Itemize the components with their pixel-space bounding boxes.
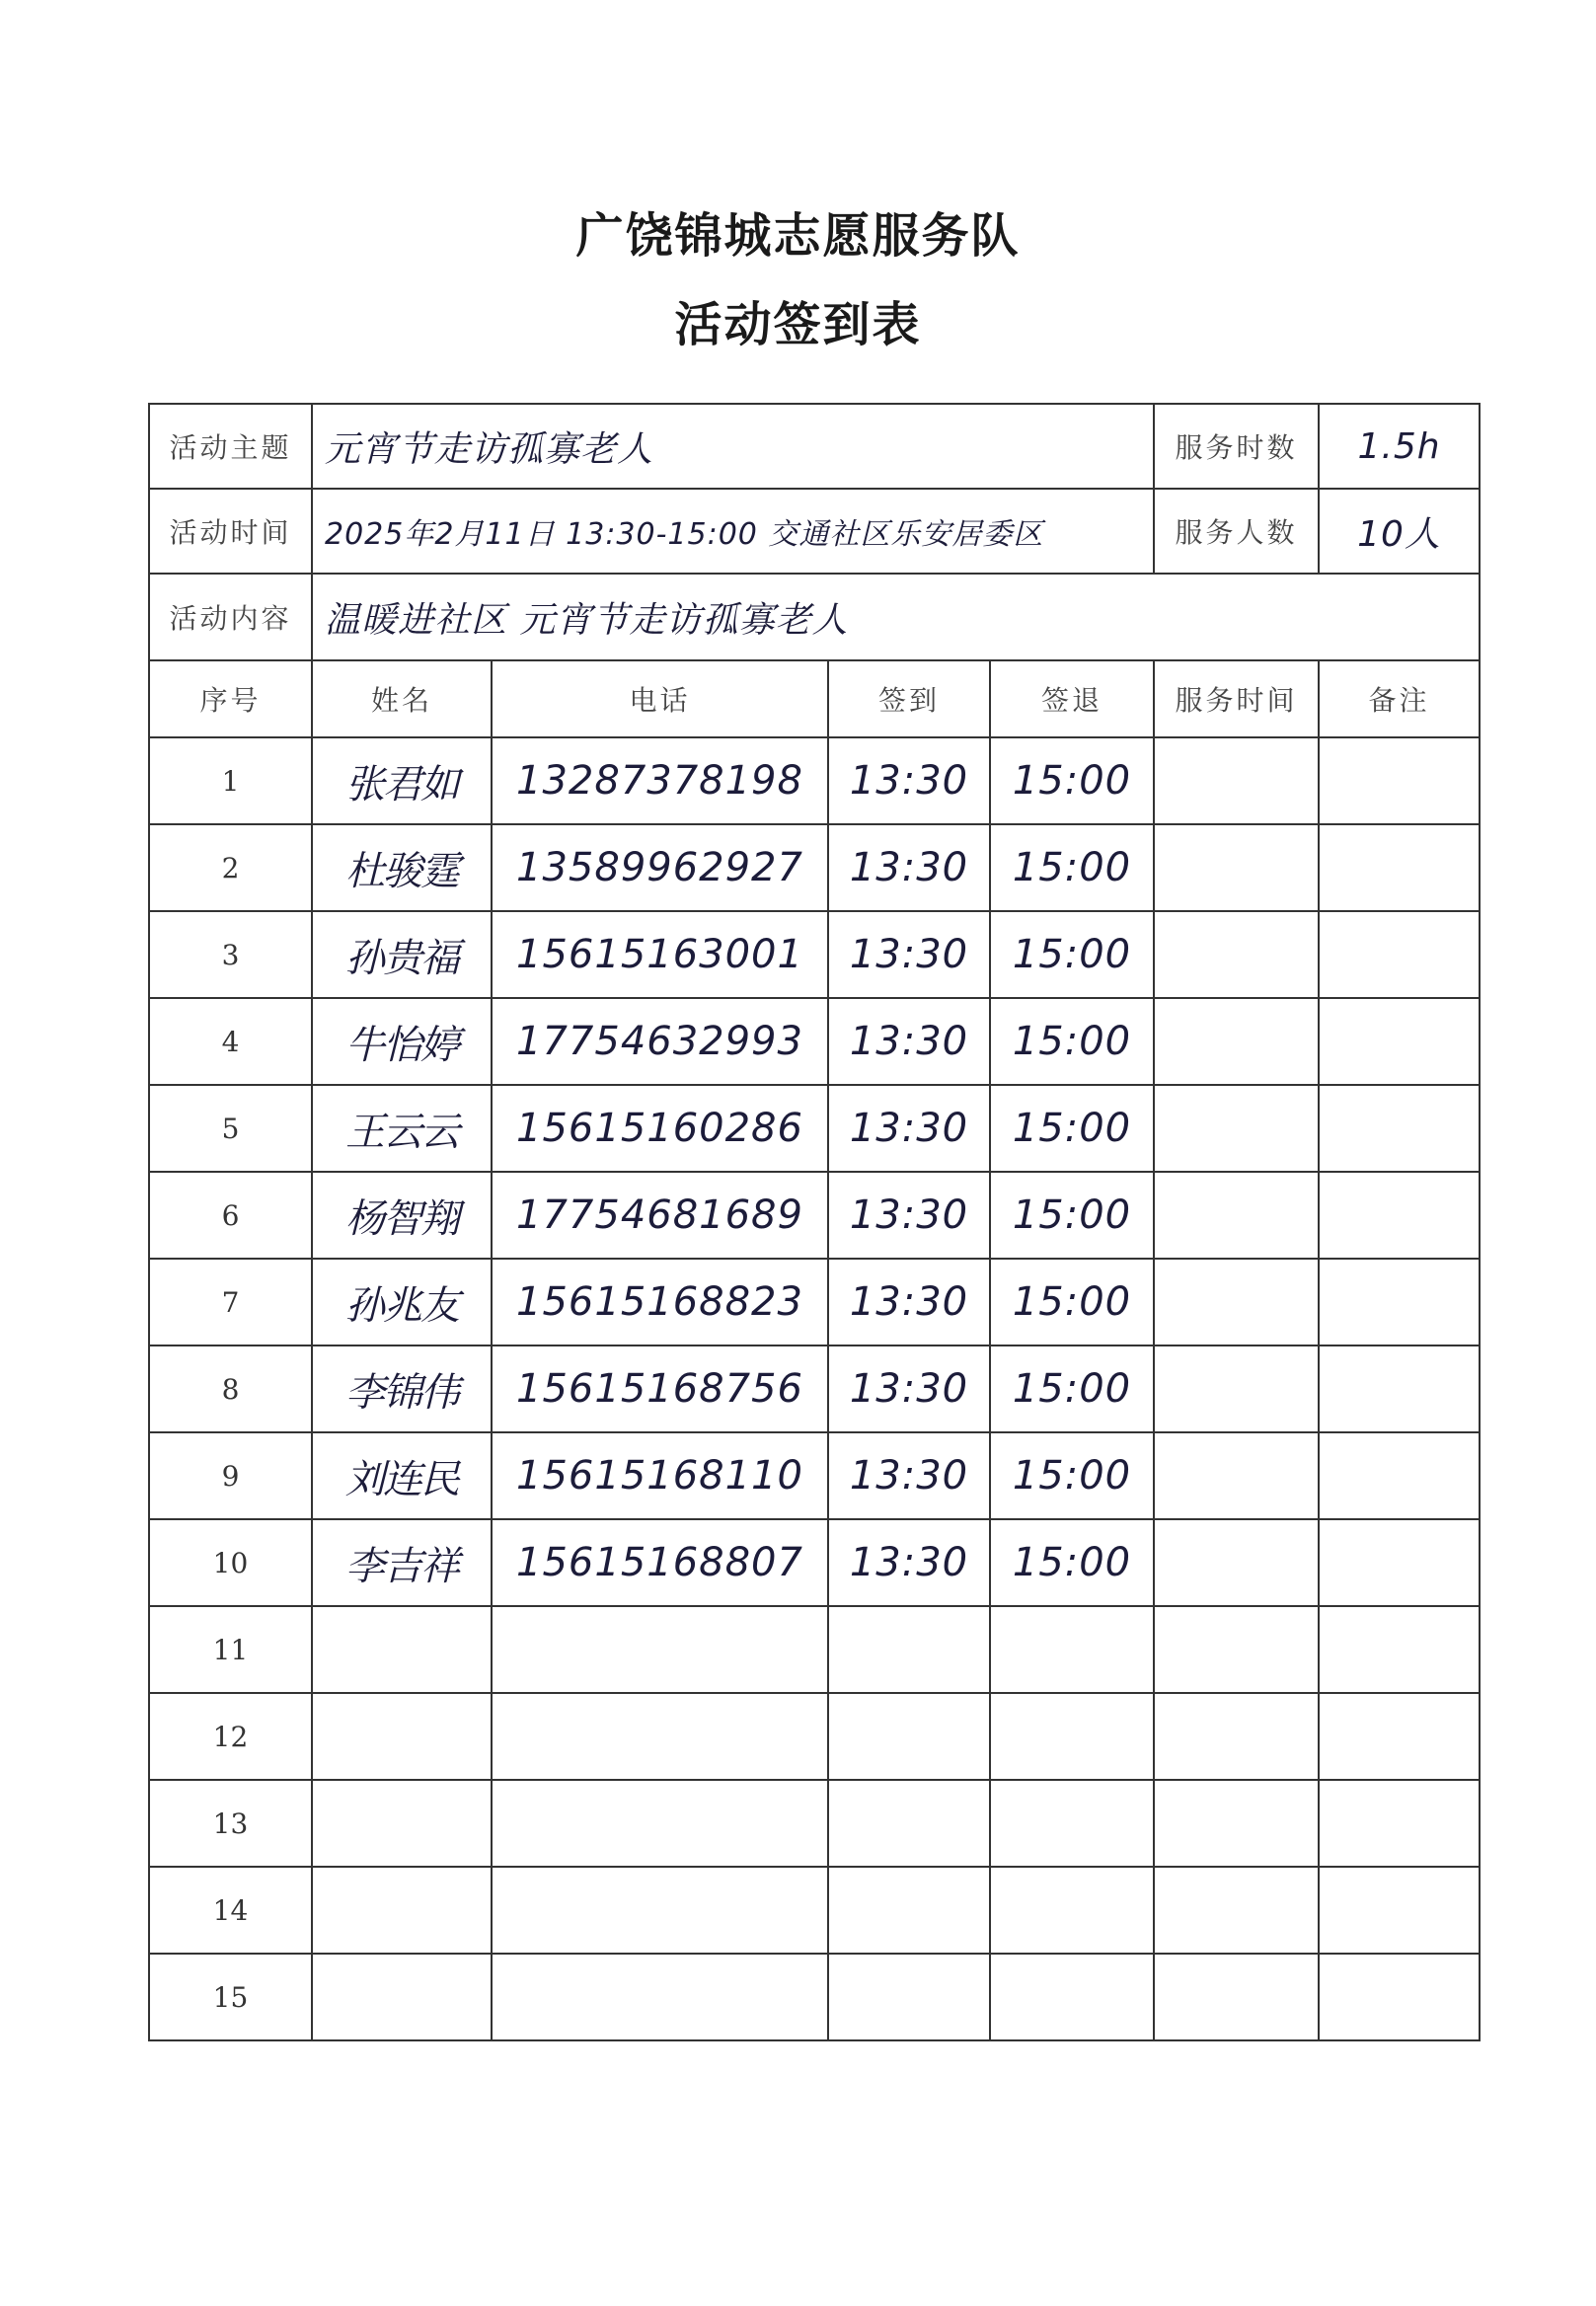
- row-number: 2: [149, 824, 312, 911]
- row-service-time: [1154, 1519, 1319, 1606]
- table-row: [149, 1345, 1480, 1432]
- table-row: [149, 1085, 1480, 1172]
- row-service-time: [1154, 1867, 1319, 1954]
- row-number: 1: [149, 737, 312, 824]
- row-number: 14: [149, 1867, 312, 1954]
- row-number: 5: [149, 1085, 312, 1172]
- col-header-sign-out: 签退: [990, 660, 1154, 737]
- table-row: [149, 1867, 1480, 1954]
- row-sign-in: 13:30: [828, 911, 990, 998]
- col-header-note: 备注: [1319, 660, 1480, 737]
- row-service-time: [1154, 737, 1319, 824]
- row-sign-out: [990, 1693, 1154, 1780]
- time-value: 2025年2月11日 13:30-15:00 交通社区乐安居委区: [312, 489, 1154, 574]
- row-number: 3: [149, 911, 312, 998]
- row-sign-out: [990, 1867, 1154, 1954]
- row-service-time: [1154, 1259, 1319, 1345]
- row-sign-out: 15:00: [990, 1259, 1154, 1345]
- row-note: [1319, 1345, 1480, 1432]
- row-phone: [492, 1954, 828, 2040]
- hours-label: 服务时数: [1154, 404, 1319, 489]
- row-sign-in: [828, 1780, 990, 1867]
- row-note: [1319, 1172, 1480, 1259]
- table-row: [149, 1954, 1480, 2040]
- row-sign-out: 15:00: [990, 1432, 1154, 1519]
- topic-label: 活动主题: [149, 404, 312, 489]
- row-note: [1319, 1606, 1480, 1693]
- col-header-phone: 电话: [492, 660, 828, 737]
- row-name: [312, 1867, 492, 1954]
- row-note: [1319, 1693, 1480, 1780]
- row-note: [1319, 998, 1480, 1085]
- row-phone: 15615163001: [492, 911, 828, 998]
- time-label: 活动时间: [149, 489, 312, 574]
- content-row: [149, 574, 1480, 660]
- row-name: [312, 1606, 492, 1693]
- row-sign-in: [828, 1954, 990, 2040]
- row-name: 杨智翔: [312, 1172, 492, 1259]
- row-phone: [492, 1867, 828, 1954]
- row-phone: 13589962927: [492, 824, 828, 911]
- row-name: 牛怡婷: [312, 998, 492, 1085]
- table-row: [149, 1519, 1480, 1606]
- row-sign-out: 15:00: [990, 824, 1154, 911]
- row-sign-in: 13:30: [828, 1432, 990, 1519]
- table-row: [149, 1693, 1480, 1780]
- row-note: [1319, 911, 1480, 998]
- col-header-no: 序号: [149, 660, 312, 737]
- row-phone: 15615160286: [492, 1085, 828, 1172]
- table-row: [149, 1172, 1480, 1259]
- content-label: 活动内容: [149, 574, 312, 660]
- row-number: 13: [149, 1780, 312, 1867]
- row-service-time: [1154, 1693, 1319, 1780]
- table-row: [149, 1606, 1480, 1693]
- row-name: 王云云: [312, 1085, 492, 1172]
- row-number: 6: [149, 1172, 312, 1259]
- sheet-title: 广饶锦城志愿服务队: [575, 208, 1021, 264]
- topic-row: [149, 404, 1480, 489]
- row-note: [1319, 1954, 1480, 2040]
- row-phone: [492, 1780, 828, 1867]
- row-name: [312, 1693, 492, 1780]
- row-phone: 15615168823: [492, 1259, 828, 1345]
- row-sign-in: [828, 1693, 990, 1780]
- row-number: 7: [149, 1259, 312, 1345]
- row-number: 12: [149, 1693, 312, 1780]
- col-header-service-time: 服务时间: [1154, 660, 1319, 737]
- table-row: [149, 911, 1480, 998]
- row-service-time: [1154, 911, 1319, 998]
- row-phone: 17754632993: [492, 998, 828, 1085]
- row-number: 10: [149, 1519, 312, 1606]
- table-row: [149, 737, 1480, 824]
- row-sign-in: 13:30: [828, 824, 990, 911]
- row-note: [1319, 824, 1480, 911]
- row-note: [1319, 1867, 1480, 1954]
- row-phone: 13287378198: [492, 737, 828, 824]
- row-sign-out: 15:00: [990, 1085, 1154, 1172]
- row-service-time: [1154, 1345, 1319, 1432]
- table-row: [149, 824, 1480, 911]
- row-note: [1319, 737, 1480, 824]
- column-header-row: [149, 660, 1480, 737]
- row-number: 9: [149, 1432, 312, 1519]
- row-service-time: [1154, 1954, 1319, 2040]
- row-service-time: [1154, 1085, 1319, 1172]
- people-value: 10人: [1319, 489, 1480, 574]
- row-sign-in: [828, 1867, 990, 1954]
- row-sign-in: 13:30: [828, 1519, 990, 1606]
- row-phone: [492, 1606, 828, 1693]
- row-number: 11: [149, 1606, 312, 1693]
- row-sign-out: 15:00: [990, 737, 1154, 824]
- row-note: [1319, 1259, 1480, 1345]
- row-phone: 15615168756: [492, 1345, 828, 1432]
- row-sign-in: 13:30: [828, 1172, 990, 1259]
- row-service-time: [1154, 1780, 1319, 1867]
- table-row: [149, 1780, 1480, 1867]
- row-name: 孙贵福: [312, 911, 492, 998]
- row-note: [1319, 1432, 1480, 1519]
- row-service-time: [1154, 1172, 1319, 1259]
- row-name: 刘连民: [312, 1432, 492, 1519]
- row-name: [312, 1780, 492, 1867]
- row-phone: 17754681689: [492, 1172, 828, 1259]
- table-row: [149, 1259, 1480, 1345]
- row-phone: [492, 1693, 828, 1780]
- row-sign-out: [990, 1606, 1154, 1693]
- row-note: [1319, 1780, 1480, 1867]
- row-sign-in: 13:30: [828, 998, 990, 1085]
- row-name: 李吉祥: [312, 1519, 492, 1606]
- row-sign-in: 13:30: [828, 1085, 990, 1172]
- row-service-time: [1154, 824, 1319, 911]
- content-value: 温暖进社区 元宵节走访孤寡老人: [312, 574, 1480, 660]
- row-service-time: [1154, 998, 1319, 1085]
- row-note: [1319, 1519, 1480, 1606]
- sign-in-table: [148, 403, 1481, 2041]
- row-phone: 15615168807: [492, 1519, 828, 1606]
- row-name: 李锦伟: [312, 1345, 492, 1432]
- row-sign-out: [990, 1954, 1154, 2040]
- table-row: [149, 1432, 1480, 1519]
- row-sign-in: 13:30: [828, 1259, 990, 1345]
- row-sign-out: [990, 1780, 1154, 1867]
- row-sign-out: 15:00: [990, 911, 1154, 998]
- time-row: [149, 489, 1480, 574]
- row-note: [1319, 1085, 1480, 1172]
- row-name: 孙兆友: [312, 1259, 492, 1345]
- row-service-time: [1154, 1606, 1319, 1693]
- row-service-time: [1154, 1432, 1319, 1519]
- row-sign-out: 15:00: [990, 1172, 1154, 1259]
- row-number: 4: [149, 998, 312, 1085]
- row-sign-in: 13:30: [828, 737, 990, 824]
- people-label: 服务人数: [1154, 489, 1319, 574]
- hours-value: 1.5h: [1319, 404, 1480, 489]
- row-number: 8: [149, 1345, 312, 1432]
- row-sign-in: [828, 1606, 990, 1693]
- row-name: 杜骏霆: [312, 824, 492, 911]
- row-sign-out: 15:00: [990, 998, 1154, 1085]
- row-name: [312, 1954, 492, 2040]
- col-header-name: 姓名: [312, 660, 492, 737]
- row-sign-in: 13:30: [828, 1345, 990, 1432]
- row-number: 15: [149, 1954, 312, 2040]
- table-row: [149, 998, 1480, 1085]
- row-name: 张君如: [312, 737, 492, 824]
- col-header-sign-in: 签到: [828, 660, 990, 737]
- sheet-subtitle: 活动签到表: [674, 297, 922, 352]
- row-phone: 15615168110: [492, 1432, 828, 1519]
- topic-value: 元宵节走访孤寡老人: [312, 404, 1154, 489]
- row-sign-out: 15:00: [990, 1345, 1154, 1432]
- row-sign-out: 15:00: [990, 1519, 1154, 1606]
